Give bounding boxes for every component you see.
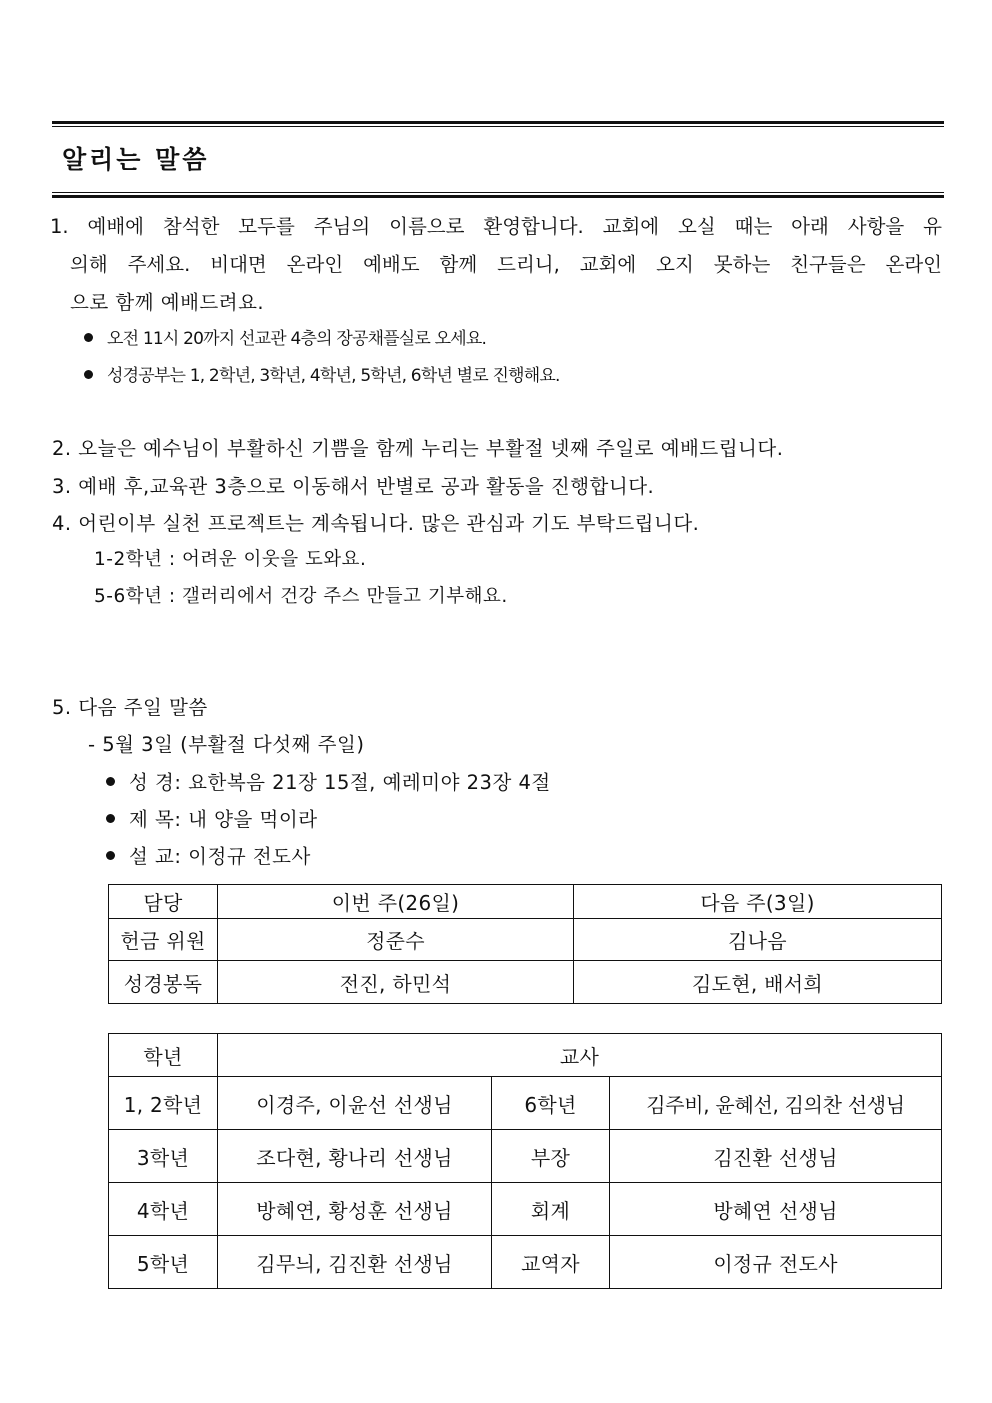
table-cell: 이정규 전도사	[610, 1236, 942, 1289]
top-rule-thin	[52, 126, 944, 127]
table-cell: 헌금 위원	[109, 919, 218, 961]
table-row	[109, 961, 942, 1004]
table-header-row	[109, 1034, 942, 1077]
table-cell: 3학년	[109, 1130, 218, 1183]
item-2: 2. 오늘은 예수님이 부활하신 기쁨을 함께 누리는 부활절 넷째 주일로 예배드립니다.	[52, 437, 784, 460]
table-cell: 6학년	[492, 1077, 610, 1130]
bullet-dot-icon	[106, 814, 115, 823]
table-cell: 부장	[492, 1130, 610, 1183]
item-1-bullet: 오전 11시 20까지 선교관 4층의 장공채플실로 오세요.	[84, 324, 486, 349]
item-4: 4. 어린이부 실천 프로젝트는 계속됩니다. 많은 관심과 기도 부탁드립니다.	[52, 512, 700, 535]
top-rule-thick	[52, 121, 944, 124]
item-1-bullet: 성경공부는 1, 2학년, 3학년, 4학년, 5학년, 6학년 별로 진행해요.	[84, 361, 560, 386]
item-1-line-1: 1. 예배에 참석한 모두를 주님의 이름으로 환영합니다. 교회에 오실 때는 아래 사항을 유	[50, 215, 942, 238]
table-cell: 회계	[492, 1183, 610, 1236]
item-4-sub-1: 1-2학년 : 어려운 이웃을 도와요.	[94, 549, 367, 570]
table-cell: 조다현, 황나리 선생님	[218, 1130, 492, 1183]
table-cell: 이경주, 이윤선 선생님	[218, 1077, 492, 1130]
table-header-cell: 학년	[109, 1034, 218, 1077]
table-row	[109, 1130, 942, 1183]
item-5-bullet: 성 경: 요한복음 21장 15절, 예레미야 23장 4절	[106, 767, 551, 795]
table-header-cell: 담당	[109, 885, 218, 919]
bullet-dot-icon	[106, 851, 115, 860]
table-cell: 김무늬, 김진환 선생님	[218, 1236, 492, 1289]
table-row	[109, 919, 942, 961]
bottom-rule-thin	[52, 192, 944, 193]
table-row	[109, 1183, 942, 1236]
bullet-dot-icon	[84, 370, 93, 379]
teacher-table	[108, 1033, 942, 1289]
table-cell: 방혜연 선생님	[610, 1183, 942, 1236]
table-cell: 성경봉독	[109, 961, 218, 1004]
table-cell: 교역자	[492, 1236, 610, 1289]
item-1-line-2: 의해 주세요. 비대면 온라인 예배도 함께 드리니, 교회에 오지 못하는 친구들은 온라인	[70, 253, 942, 276]
item-5-date: - 5월 3일 (부활절 다섯째 주일)	[88, 733, 365, 756]
table-row	[109, 1077, 942, 1130]
table-cell: 4학년	[109, 1183, 218, 1236]
table-header-cell: 이번 주(26일)	[218, 885, 574, 919]
table-header-cell: 다음 주(3일)	[574, 885, 942, 919]
table-cell: 1, 2학년	[109, 1077, 218, 1130]
table-cell: 5학년	[109, 1236, 218, 1289]
table-cell: 방혜연, 황성훈 선생님	[218, 1183, 492, 1236]
duty-table	[108, 884, 942, 1004]
item-5-bullet: 설 교: 이정규 전도사	[106, 841, 311, 869]
table-cell: 김나음	[574, 919, 942, 961]
item-3: 3. 예배 후,교육관 3층으로 이동해서 반별로 공과 활동을 진행합니다.	[52, 475, 655, 498]
bullet-dot-icon	[84, 333, 93, 342]
table-cell: 정준수	[218, 919, 574, 961]
table-row	[109, 1236, 942, 1289]
table-cell: 김주비, 윤혜선, 김의찬 선생님	[610, 1077, 942, 1130]
item-4-sub-2: 5-6학년 : 갤러리에서 건강 주스 만들고 기부해요.	[94, 586, 508, 607]
table-cell: 김도현, 배서희	[574, 961, 942, 1004]
table-header-row	[109, 885, 942, 919]
table-cell: 김진환 선생님	[610, 1130, 942, 1183]
table-header-cell: 교사	[218, 1034, 942, 1077]
page-title: 알리는 말씀	[62, 145, 210, 174]
item-5: 5. 다음 주일 말씀	[52, 696, 208, 719]
table-cell: 전진, 하민석	[218, 961, 574, 1004]
bottom-rule-thick	[52, 195, 944, 198]
bullet-dot-icon	[106, 777, 115, 786]
item-1-line-3: 으로 함께 예배드려요.	[70, 291, 265, 314]
item-5-bullet: 제 목: 내 양을 먹이라	[106, 804, 318, 832]
